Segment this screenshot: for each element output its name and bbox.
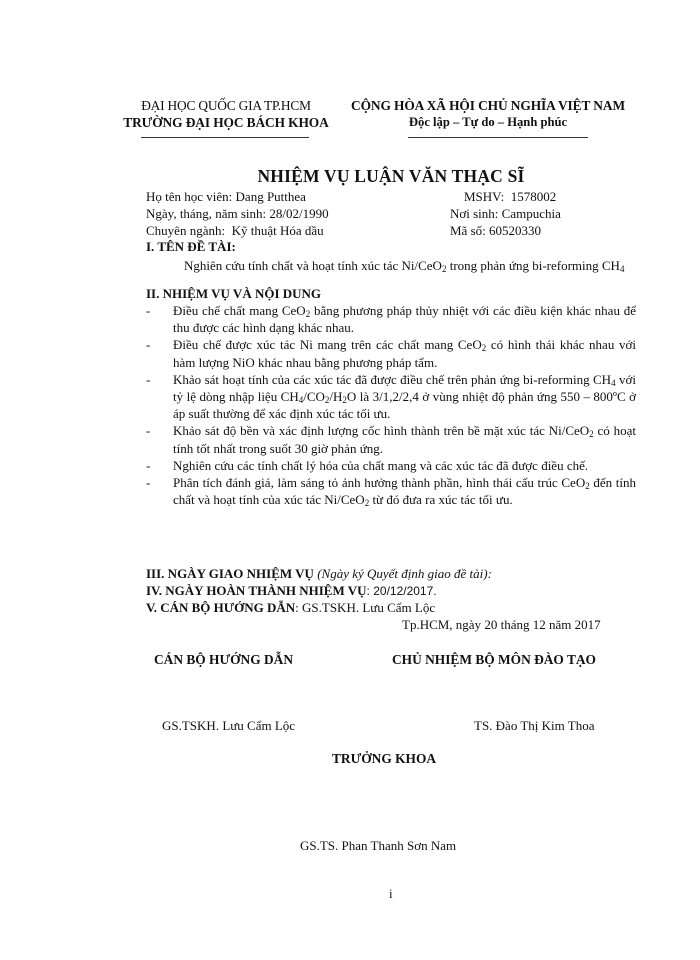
head-dept-title: CHỦ NHIỆM BỘ MÔN ĐÀO TẠO bbox=[392, 652, 596, 667]
school-name: TRƯỜNG ĐẠI HỌC BÁCH KHOA bbox=[123, 115, 329, 130]
birthplace-value: Campuchia bbox=[501, 206, 561, 221]
list-item: - Nghiên cứu các tính chất lý hóa của chất mang và các xúc tác đã được điều chế. bbox=[146, 457, 589, 473]
section-3: III. NGÀY GIAO NHIỆM VỤ (Ngày ký Quyết định giao đề tài): bbox=[146, 566, 492, 581]
major-value: Kỹ thuật Hóa dầu bbox=[231, 223, 324, 238]
section-3-note: (Ngày ký Quyết định giao đề tài) bbox=[317, 566, 488, 581]
dob-label: Ngày, tháng, năm sinh: bbox=[146, 206, 267, 221]
dean-name: GS.TS. Phan Thanh Sơn Nam bbox=[300, 838, 457, 853]
list-item: - Phân tích đánh giá, làm sáng tỏ ảnh hưởng thành phần, hình thái cấu trúc CeO$_2$ đến tính chất và hoạt tính của xúc tác Ni/CeO$_2$ từ đó đưa ra xúc tác tối ưu. bbox=[146, 475, 636, 509]
advisor-name: GS.TSKH. Lưu Cẩm Lộc bbox=[162, 718, 296, 733]
code-label: Mã số: bbox=[450, 223, 486, 238]
completion-date: : 20/12/2017. bbox=[366, 584, 437, 598]
page-number: i bbox=[389, 886, 393, 901]
dean-title: TRƯỞNG KHOA bbox=[332, 751, 437, 766]
section-5-heading: V. CÁN BỘ HƯỚNG DẪN bbox=[146, 600, 296, 615]
mshv-value: 1578002 bbox=[510, 189, 557, 204]
major-label: Chuyên ngành: bbox=[146, 223, 226, 238]
name-label: Họ tên học viên: bbox=[146, 189, 233, 204]
list-item: - Khảo sát hoạt tính của các xúc tác đã được điều chế trên phản ứng bi-reforming $CH_4$ với tỷ lệ dòng nhập liệu $CH_4/CO_2/H_2O$ là 3/1,2/2,4 ở vùng nhiệt độ phản ứng 550 – 800ºC ở áp suất thường để xác định xúc tác tối ưu. bbox=[146, 371, 636, 422]
list-item: - Điều chế chất mang CeO$_2$ bằng phương pháp thủy nhiệt với các điều kiện khác nhau để thu được các hình dạng khác nhau. bbox=[146, 303, 636, 336]
thesis-topic: Nghiên cứu tính chất và hoạt tính xúc tác Ni/CeO$_2$ trong phản ứng bi-reforming $CH_4$ bbox=[184, 258, 625, 274]
date-location: Tp.HCM, ngày 20 tháng 12 năm 2017 bbox=[402, 617, 601, 632]
head-dept-name: TS. Đào Thị Kim Thoa bbox=[474, 718, 595, 733]
advisor-value: : GS.TSKH. Lưu Cẩm Lộc bbox=[295, 600, 436, 615]
header-right-underline bbox=[408, 137, 588, 138]
mshv-label: MSHV: bbox=[464, 189, 505, 204]
section-3-heading: III. NGÀY GIAO NHIỆM VỤ bbox=[146, 566, 314, 581]
dob-value: 28/02/1990 bbox=[269, 206, 329, 221]
section-2-heading: II. NHIỆM VỤ VÀ NỘI DUNG bbox=[146, 286, 322, 301]
task-list bbox=[146, 302, 636, 508]
list-item: - Khảo sát độ bền và xác định lượng cốc hình thành trên bề mặt xúc tác Ni/CeO$_2$ có hoạt tính tốt nhất trong suốt 30 giờ phản ứng. bbox=[146, 423, 636, 456]
document-title: NHIỆM VỤ LUẬN VĂN THẠC SĨ bbox=[257, 166, 525, 186]
university-name: ĐẠI HỌC QUỐC GIA TP.HCM bbox=[141, 98, 311, 113]
birthplace-label: Nơi sinh: bbox=[450, 206, 499, 221]
section-4-heading: IV. NGÀY HOÀN THÀNH NHIỆM VỤ bbox=[146, 583, 367, 598]
section-1-heading: I. TÊN ĐỀ TÀI: bbox=[146, 239, 236, 254]
header-left-underline bbox=[141, 137, 309, 138]
university-header bbox=[112, 97, 340, 131]
info-row-major bbox=[146, 222, 636, 239]
code-value: 60520330 bbox=[489, 223, 541, 238]
info-row-dob bbox=[146, 205, 636, 222]
country-name: CỘNG HÒA XÃ HỘI CHỦ NGHĨA VIỆT NAM bbox=[351, 98, 625, 113]
info-row-name bbox=[146, 188, 636, 205]
advisor-title: CÁN BỘ HƯỚNG DẪN bbox=[154, 652, 293, 667]
name-value: Dang Putthea bbox=[235, 189, 306, 204]
section-4 bbox=[146, 583, 437, 599]
section-5 bbox=[146, 600, 435, 616]
national-motto: Độc lập – Tự do – Hạnh phúc bbox=[408, 115, 568, 129]
list-item: - Điều chế được xúc tác Ni mang trên các chất mang CeO$_2$ có hình thái khác nhau với hàm lượng NiO khác nhau bằng phương pháp tẩm. bbox=[146, 337, 636, 370]
national-header bbox=[338, 97, 638, 131]
